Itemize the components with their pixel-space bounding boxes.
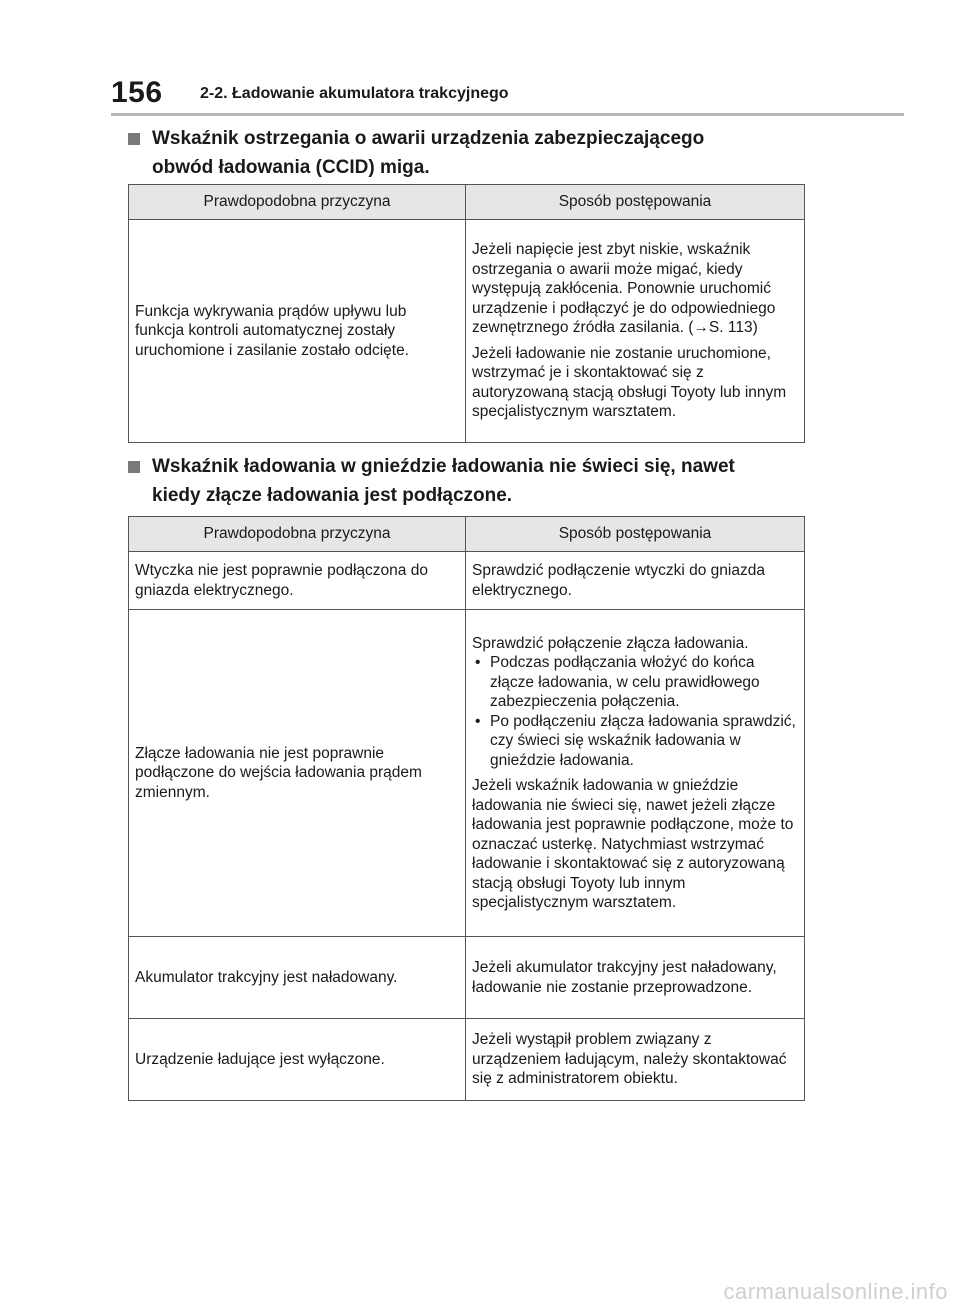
remedy-cell: Jeżeli wystąpił problem związany z urządzeniem ładującym, należy skontaktować się z administratorem obiektu. <box>466 1019 805 1101</box>
table-row <box>129 220 805 443</box>
table-row <box>129 937 805 1019</box>
remedy-paragraph: Jeżeli ładowanie nie zostanie uruchomione, wstrzymać je i skontaktować się z autoryzowaną stacją obsługi Toyoty lub innym specjalistycznym warsztatem. <box>472 344 787 421</box>
heading-line: obwód ładowania (CCID) miga. <box>152 157 430 178</box>
table-row <box>129 1019 805 1101</box>
cause-cell: Akumulator trakcyjny jest naładowany. <box>129 937 466 1019</box>
charging-indicator-table <box>128 516 805 1101</box>
square-bullet-icon <box>128 133 140 145</box>
remedy-steps-list <box>472 653 798 770</box>
table-row <box>129 552 805 610</box>
heading-line: Wskaźnik ostrzegania o awarii urządzenia zabezpieczającego <box>152 128 705 149</box>
remedy-cell <box>466 220 805 443</box>
ccid-table <box>128 184 805 443</box>
column-header-cause: Prawdopodobna przyczyna <box>129 517 466 552</box>
page-number: 156 <box>111 76 163 109</box>
remedy-paragraph: Jeżeli napięcie jest zbyt niskie, wskaźnik ostrzegania o awarii może migać, kiedy występują zakłócenia. Ponownie uruchomić urządzenie i podłączyć je do odpowiedniego zewnętrznego źródła zasilania. (→S. 113) <box>472 241 776 337</box>
watermark: carmanualsonline.info <box>723 1279 948 1304</box>
remedy-cell <box>466 610 805 937</box>
section-heading-ccid <box>128 124 808 182</box>
table-header-row <box>129 517 805 552</box>
list-item: • Po podłączeniu złącza ładowania sprawdzić, czy świeci się wskaźnik ładowania w gnieździe ładowania. <box>472 712 798 771</box>
table-header-row <box>129 185 805 220</box>
heading-line: Wskaźnik ładowania w gnieździe ładowania nie świeci się, nawet <box>152 456 735 477</box>
column-header-remedy: Sposób postępowania <box>466 517 805 552</box>
cause-cell: Urządzenie ładujące jest wyłączone. <box>129 1019 466 1101</box>
cause-cell: Funkcja wykrywania prądów upływu lub funkcja kontroli automatycznej zostały uruchomione i zasilanie zostało odcięte. <box>129 220 466 443</box>
remedy-paragraph: Jeżeli wskaźnik ładowania w gnieździe ładowania nie świeci się, nawet jeżeli złącze ładowania jest poprawnie podłączone, może to oznaczać usterkę. Natychmiast wstrzymać ładowanie i skontaktować się z autoryzowaną stacją obsługi Toyoty lub innym specjalistycznym warsztatem. <box>472 777 794 911</box>
column-header-remedy: Sposób postępowania <box>466 185 805 220</box>
section-heading-charging-indicator <box>128 452 808 510</box>
header-divider <box>111 113 904 116</box>
list-item: • Podczas podłączania włożyć do końca złącze ładowania, w celu prawidłowego zabezpieczenia połączenia. <box>472 653 798 712</box>
remedy-cell: Sprawdzić podłączenie wtyczki do gniazda elektrycznego. <box>466 552 805 610</box>
square-bullet-icon <box>128 461 140 473</box>
cause-cell: Złącze ładowania nie jest poprawnie podłączone do wejścia ładowania prądem zmiennym. <box>129 610 466 937</box>
heading-line: kiedy złącze ładowania jest podłączone. <box>152 485 513 506</box>
remedy-cell: Jeżeli akumulator trakcyjny jest naładowany, ładowanie nie zostanie przeprowadzone. <box>466 937 805 1019</box>
remedy-paragraph: Sprawdzić połączenie złącza ładowania. <box>472 634 749 652</box>
column-header-cause: Prawdopodobna przyczyna <box>129 185 466 220</box>
cause-cell: Wtyczka nie jest poprawnie podłączona do gniazda elektrycznego. <box>129 552 466 610</box>
table-row <box>129 610 805 937</box>
chapter-title: 2-2. Ładowanie akumulatora trakcyjnego <box>200 85 509 102</box>
